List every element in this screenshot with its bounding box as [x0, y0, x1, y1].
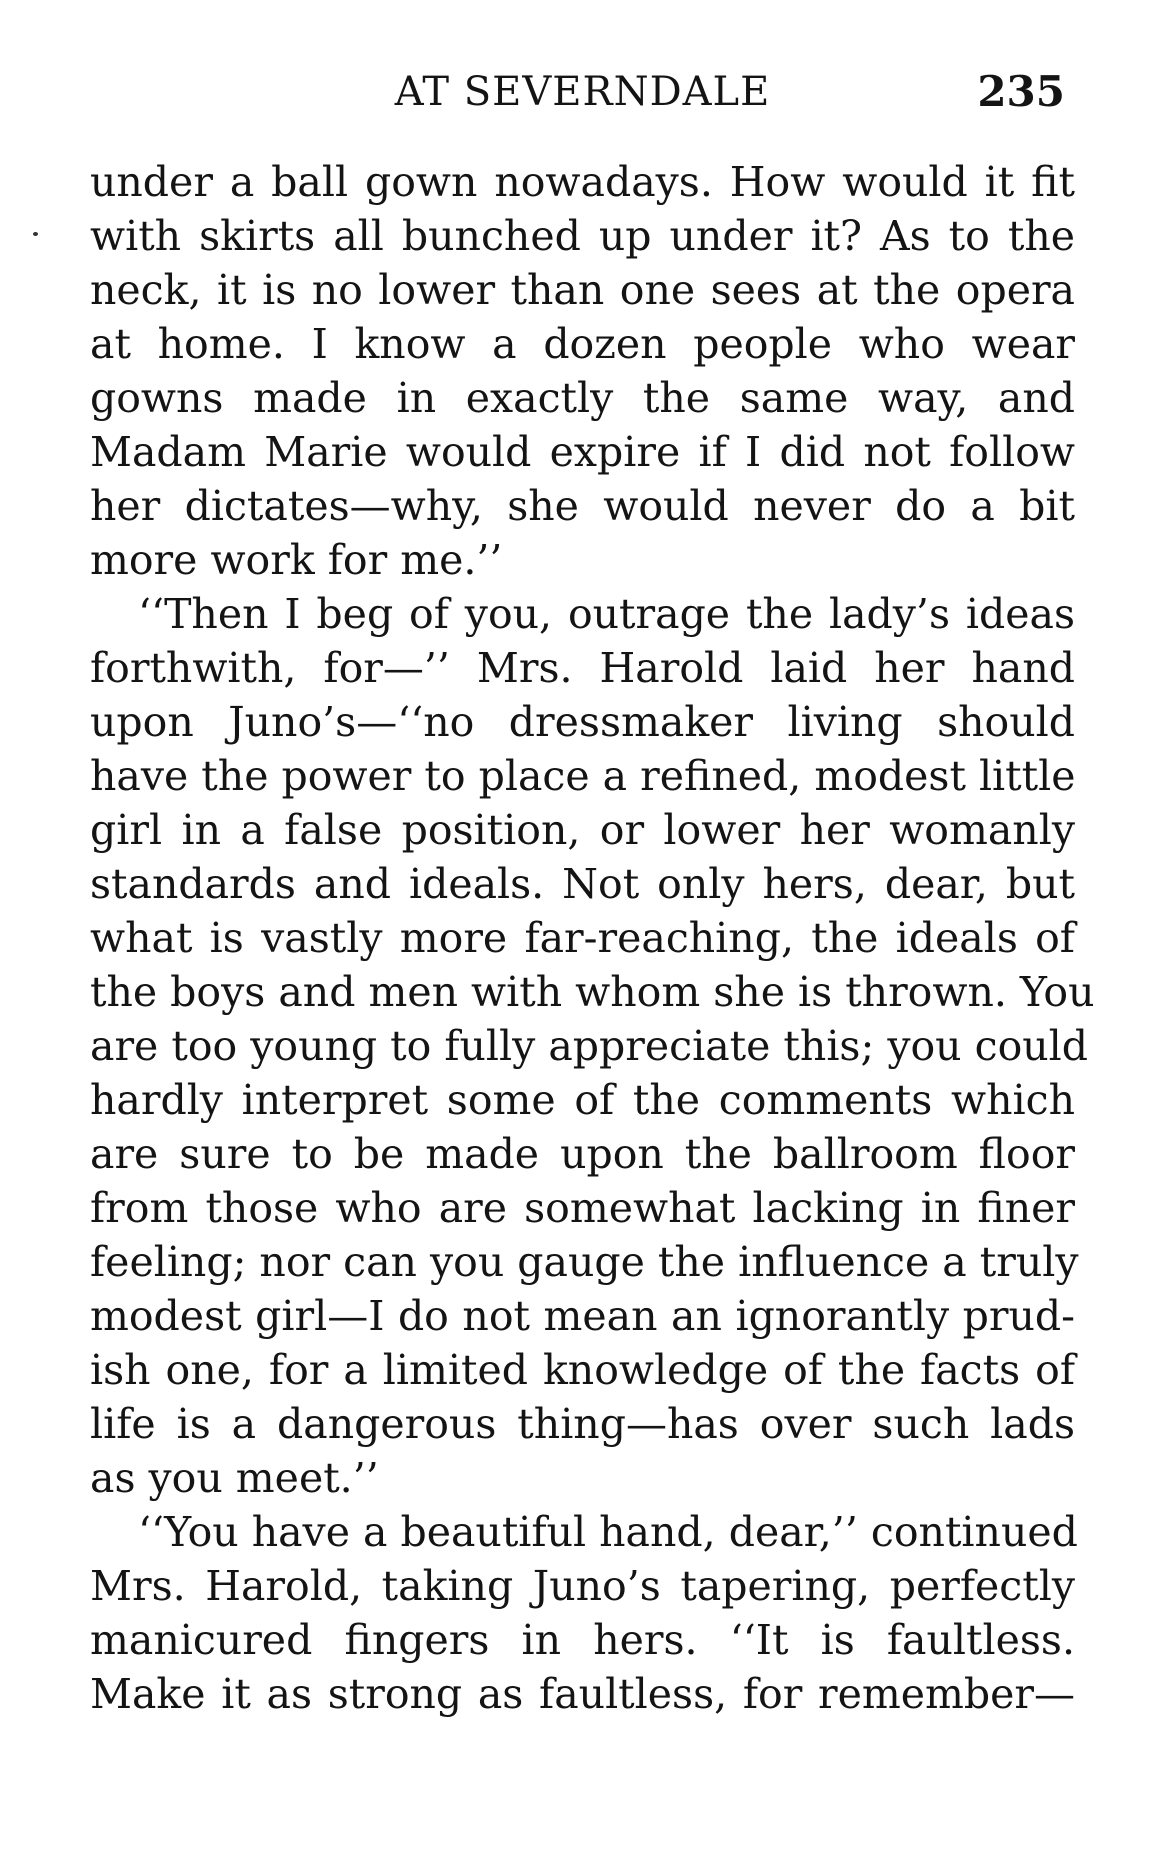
- text-line: Madam Marie would expire if I did not follow: [90, 428, 1075, 476]
- text-line: Mrs. Harold, taking Juno’s tapering, perfectly: [90, 1562, 1075, 1610]
- text-line: under a ball gown nowadays. How would it fit: [90, 158, 1075, 206]
- print-speck: [33, 232, 38, 236]
- text-line: modest girl—I do not mean an ignorantly prud-: [90, 1292, 1075, 1340]
- text-line: the boys and men with whom she is thrown. You: [90, 968, 1095, 1016]
- text-line: Make it as strong as faultless, for remember—: [90, 1670, 1075, 1718]
- text-line: with skirts all bunched up under it? As to the: [90, 212, 1075, 260]
- text-line: hardly interpret some of the comments which: [90, 1076, 1075, 1124]
- text-line: ish one, for a limited knowledge of the facts of: [90, 1346, 1075, 1394]
- text-line: as you meet.’’: [90, 1454, 379, 1502]
- text-line: neck, it is no lower than one sees at the opera: [90, 266, 1075, 314]
- text-line: are too young to fully appreciate this; you could: [90, 1022, 1089, 1070]
- text-line: manicured fingers in hers. ‘‘It is faultless.: [90, 1616, 1075, 1664]
- text-line: gowns made in exactly the same way, and: [90, 374, 1075, 422]
- text-line: life is a dangerous thing—has over such lads: [90, 1400, 1075, 1448]
- text-line: what is vastly more far-reaching, the ideals of: [90, 914, 1075, 962]
- text-line: are sure to be made upon the ballroom floor: [90, 1130, 1075, 1178]
- text-line: have the power to place a refined, modest little: [90, 752, 1076, 800]
- page-number: 235: [977, 67, 1065, 116]
- text-line: girl in a false position, or lower her womanly: [90, 806, 1075, 854]
- text-line: feeling; nor can you gauge the influence a truly: [90, 1238, 1079, 1286]
- text-line: standards and ideals. Not only hers, dear, but: [90, 860, 1075, 908]
- running-header: [90, 62, 1075, 122]
- text-line: ‘‘You have a beautiful hand, dear,’’ continued: [138, 1508, 1078, 1556]
- text-line: at home. I know a dozen people who wear: [90, 320, 1075, 368]
- running-title: AT SEVERNDALE: [394, 69, 771, 115]
- text-line: forthwith, for—’’ Mrs. Harold laid her hand: [90, 644, 1075, 692]
- text-line: more work for me.’’: [90, 536, 503, 584]
- body-text: [90, 155, 1095, 1721]
- text-line: upon Juno’s—‘‘no dressmaker living should: [90, 698, 1075, 746]
- text-line: ‘‘Then I beg of you, outrage the lady’s ideas: [138, 590, 1075, 638]
- text-line: her dictates—why, she would never do a bit: [90, 482, 1075, 530]
- text-line: from those who are somewhat lacking in finer: [90, 1184, 1075, 1232]
